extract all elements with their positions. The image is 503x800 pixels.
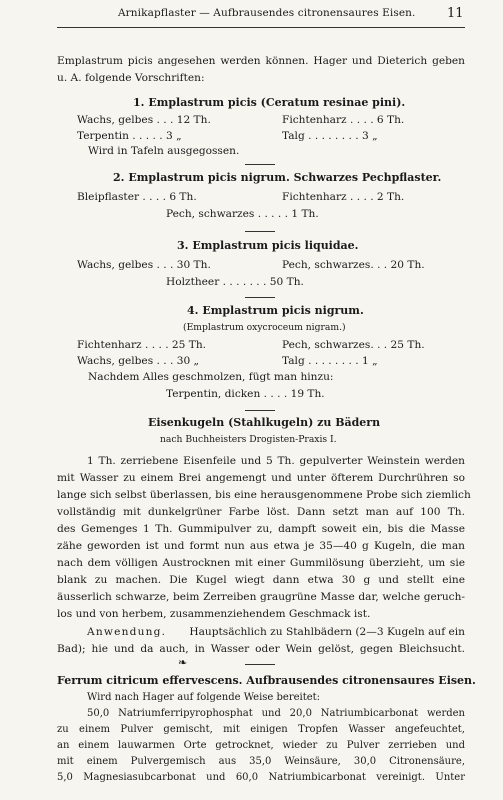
divider-5 xyxy=(245,664,275,665)
recipe4-note: Nachdem Alles geschmolzen, fügt man hinzu: xyxy=(88,371,334,383)
recipe3-row-right: Pech, schwarzes. . . 20 Th. xyxy=(282,259,425,271)
intro-line-1: Emplastrum picis angesehen werden können. Hager und Dieterich geben xyxy=(57,55,465,67)
recipe4-subtitle: (Emplastrum oxycroceum nigram.) xyxy=(183,322,346,333)
recipe4-center: Terpentin, dicken . . . . 19 Th. xyxy=(166,388,325,400)
eisenkugeln-title: Eisenkugeln (Stahlkugeln) zu Bädern xyxy=(148,416,381,429)
eisenkugeln-line-7: nach dem völligen Austrocknen mit einer Gummilösung überzieht, um sie xyxy=(57,557,465,569)
ferrum-line-3: zu einem Pulver gemischt, mit einigen Tropfen Wasser angefeuchtet, xyxy=(57,724,465,735)
recipe4-row1-right: Pech, schwarzes. . . 25 Th. xyxy=(282,339,425,351)
eisenkugeln-line-5: des Gemenges 1 Th. Gummipulver zu, dampft soweit ein, bis die Masse xyxy=(57,523,465,535)
eisenkugeln-line-1: 1 Th. zerriebene Eisenfeile und 5 Th. gepulverter Weinstein werden xyxy=(87,455,465,467)
recipe2-row-left: Bleipflaster . . . . 6 Th. xyxy=(77,191,197,203)
recipe1-row1-right: Fichtenharz . . . . 6 Th. xyxy=(282,114,405,126)
divider-1 xyxy=(245,164,275,165)
eisenkugeln-line-3: lange sich selbst überlassen, bis eine herausgenommene Probe sich ziemlich xyxy=(57,489,471,501)
ferrum-line-6: 5,0 Magnesiasubcarbonat und 60,0 Natriumbicarbonat vereinigt. Unter xyxy=(57,772,465,783)
ferrum-line-5: mit einem Pulvergemisch aus 35,0 Weinsäure, 30,0 Citronensäure, xyxy=(57,756,465,767)
intro-line-2: u. A. folgende Vorschriften: xyxy=(57,72,205,84)
page-number: 11 xyxy=(447,6,464,21)
header-rule xyxy=(57,27,465,28)
ferrum-line-1: Wird nach Hager auf folgende Weise bereitet: xyxy=(87,692,321,703)
recipe4-row1-left: Fichtenharz . . . . 25 Th. xyxy=(77,339,207,351)
ferrum-line-4: an einem lauwarmen Orte getrocknet, wieder zu Pulver zerrieben und xyxy=(57,740,465,751)
ferrum-title: Ferrum citricum effervescens. Aufbrausendes citronensaures Eisen. xyxy=(57,674,476,687)
recipe1-note: Wird in Tafeln ausgegossen. xyxy=(88,145,240,157)
recipe2-center: Pech, schwarzes . . . . . 1 Th. xyxy=(166,208,319,220)
eisenkugeln-source: nach Buchheisters Drogisten-Praxis I. xyxy=(160,434,337,445)
recipe4-title: 4. Emplastrum picis nigrum. xyxy=(187,304,364,317)
recipe2-row-right: Fichtenharz . . . . 2 Th. xyxy=(282,191,405,203)
ferrum-line-2: 50,0 Natriumferripyrophosphat und 20,0 Natriumbicarbonat werden xyxy=(87,708,465,719)
eisenkugeln-line-4: vollständig mit dunkelgrüner Farbe löst. Dann setzt man auf 100 Th. xyxy=(57,506,465,518)
running-title: Arnikapflaster — Aufbrausendes citronensaures Eisen. xyxy=(118,7,416,19)
recipe1-title: 1. Emplastrum picis (Ceratum resinae pini). xyxy=(133,96,406,109)
recipe1-row2-right: Talg . . . . . . . . 3 „ xyxy=(282,130,378,142)
ornament-icon: ❧ xyxy=(178,656,188,669)
recipe4-row2-right: Talg . . . . . . . . 1 „ xyxy=(282,355,378,367)
recipe1-row1-left: Wachs, gelbes . . . 12 Th. xyxy=(77,114,211,126)
recipe3-center: Holztheer . . . . . . . 50 Th. xyxy=(166,276,304,288)
eisenkugeln-line-8: blank zu machen. Die Kugel wiegt dann etwa 30 g und stellt eine xyxy=(57,574,465,586)
recipe2-title: 2. Emplastrum picis nigrum. Schwarzes Pechpflaster. xyxy=(113,171,442,184)
recipe1-row2-left: Terpentin . . . . . 3 „ xyxy=(77,130,182,142)
eisenkugeln-line-6: zähe geworden ist und formt nun aus etwa je 35—40 g Kugeln, die man xyxy=(57,540,465,552)
eisenkugeln-line-9: äusserlich schwarze, beim Zerreiben graugrüne Masse dar, welche geruch- xyxy=(57,591,465,603)
usage-line-1: Hauptsächlich zu Stahlbädern (2—3 Kugeln auf ein xyxy=(189,626,465,638)
usage-line-2: Bad); hie und da auch, in Wasser oder Wein gelöst, gegen Bleichsucht. xyxy=(57,643,465,655)
divider-2 xyxy=(245,231,275,232)
divider-4 xyxy=(245,410,275,411)
recipe4-row2-left: Wachs, gelbes . . . 30 „ xyxy=(77,355,200,367)
divider-3 xyxy=(245,297,275,298)
eisenkugeln-line-2: mit Wasser zu einem Brei angemengt und unter öfterem Durchrühren so xyxy=(57,472,465,484)
recipe3-row-left: Wachs, gelbes . . . 30 Th. xyxy=(77,259,211,271)
eisenkugeln-line-10: los und von herbem, zusammenziehendem Geschmack ist. xyxy=(57,608,371,620)
recipe3-title: 3. Emplastrum picis liquidae. xyxy=(177,239,359,252)
usage-label: Anwendung. xyxy=(87,626,167,638)
